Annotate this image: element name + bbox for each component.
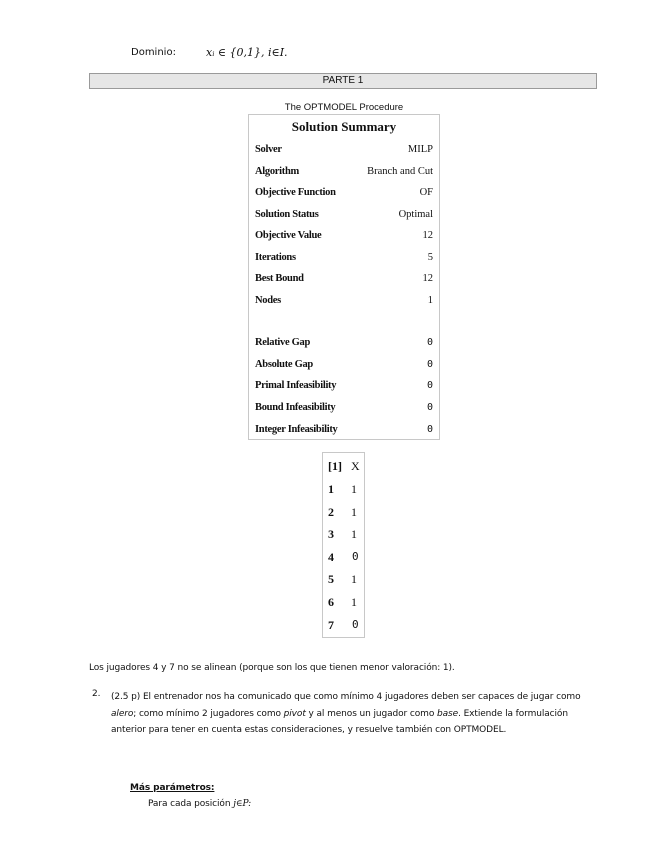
x-table-row <box>323 527 364 545</box>
summary-row-label: Algorithm <box>255 166 299 177</box>
section-header-parte-1: PARTE 1 <box>89 73 597 89</box>
summary-row <box>255 359 433 375</box>
summary-row <box>255 273 433 289</box>
x-table-value: 0 <box>352 617 359 631</box>
x-table-index: 4 <box>328 549 334 564</box>
solution-summary-table <box>248 114 440 440</box>
x-table-index: 5 <box>328 572 334 587</box>
x-table-index: 2 <box>328 504 334 519</box>
x-table-value: 0 <box>352 549 359 563</box>
x-table-row <box>323 618 364 636</box>
summary-row-value: MILP <box>407 144 433 155</box>
x-table-header-x: X <box>351 459 360 473</box>
summary-row-value: 1 <box>427 295 433 306</box>
x-table-index: 7 <box>328 617 334 632</box>
x-table-row <box>323 482 364 500</box>
summary-row-value: 5 <box>427 252 433 263</box>
summary-row-value: 0 <box>426 359 433 370</box>
summary-row <box>255 166 433 182</box>
result-paragraph: Los jugadores 4 y 7 no se alinean (porque son los que tienen menor valoración: 1). <box>89 663 455 673</box>
summary-row <box>255 402 433 418</box>
summary-row-label: Nodes <box>255 295 281 306</box>
x-table-value: 1 <box>351 572 357 587</box>
solution-x-table <box>322 452 365 638</box>
x-table-index: 1 <box>328 482 334 496</box>
summary-row-label: Primal Infeasibility <box>255 380 337 391</box>
question-number: 2. <box>92 689 101 699</box>
q2-part-b: ; como mínimo 2 jugadores como <box>133 708 284 719</box>
summary-row-value: 0 <box>426 402 433 413</box>
x-table-header-index: [1] <box>328 459 342 473</box>
summary-row-label: Solver <box>255 144 282 155</box>
summary-row <box>255 424 433 440</box>
summary-row <box>255 337 433 353</box>
posicion-math: j∈P: <box>233 799 252 809</box>
posicion-line <box>148 799 251 809</box>
x-table-index: 6 <box>328 595 334 609</box>
summary-row-label: Solution Status <box>255 209 319 220</box>
mas-parametros-heading: Más parámetros: <box>130 783 215 793</box>
q2-part-a: (2.5 p) El entrenador nos ha comunicado que como mínimo 4 jugadores deben ser capaces de jugar como <box>111 692 581 702</box>
x-table-value: 1 <box>351 482 357 496</box>
x-table-row <box>323 505 364 523</box>
summary-row-value: 0 <box>426 337 433 348</box>
q2-base: base <box>437 708 459 719</box>
summary-row-value: 12 <box>422 230 433 241</box>
summary-row-label: Relative Gap <box>255 337 311 348</box>
question-2-text <box>111 689 601 739</box>
x-table-row <box>323 550 364 568</box>
summary-row <box>255 295 433 311</box>
x-table-row <box>323 572 364 590</box>
summary-row-value: OF <box>419 187 433 198</box>
x-table-value: 1 <box>351 527 357 542</box>
q2-part-d: . Extiende la formulación anterior para tener en cuenta estas consideraciones, y resuelve también con OPTMODEL. <box>111 708 568 735</box>
summary-row <box>255 209 433 225</box>
dominio-label: Dominio: <box>131 47 176 58</box>
summary-row-label: Objective Value <box>255 230 322 241</box>
x-table-row <box>323 595 364 613</box>
summary-row-value: 12 <box>422 273 433 284</box>
summary-row-value: 0 <box>426 380 433 391</box>
summary-row-label: Best Bound <box>255 273 304 284</box>
procedure-title: The OPTMODEL Procedure <box>284 102 404 113</box>
q2-pivot: pivot <box>283 708 306 719</box>
q2-alero: alero <box>111 708 134 719</box>
summary-row-label: Objective Function <box>255 187 336 198</box>
summary-row-label: Bound Infeasibility <box>255 402 336 413</box>
dominio-formula: xᵢ ∈ {0,1}, i∈I. <box>206 46 288 59</box>
summary-row-value: Optimal <box>398 209 433 220</box>
summary-row <box>255 187 433 203</box>
summary-row <box>255 144 433 160</box>
x-table-value: 1 <box>351 595 357 609</box>
x-table-header <box>323 459 364 477</box>
summary-row <box>255 380 433 396</box>
posicion-text: Para cada posición <box>148 799 234 809</box>
x-table-value: 1 <box>351 504 357 519</box>
q2-part-c: y al menos un jugador como <box>305 708 438 719</box>
summary-row <box>255 230 433 246</box>
summary-row-value: Branch and Cut <box>367 166 433 177</box>
solution-summary-title: Solution Summary <box>291 119 397 134</box>
summary-row <box>255 252 433 268</box>
summary-row-value: 0 <box>426 424 433 435</box>
summary-row-label: Integer Infeasibility <box>255 424 338 435</box>
x-table-index: 3 <box>328 527 334 542</box>
summary-row-label: Iterations <box>255 252 296 263</box>
summary-row-label: Absolute Gap <box>255 359 313 370</box>
